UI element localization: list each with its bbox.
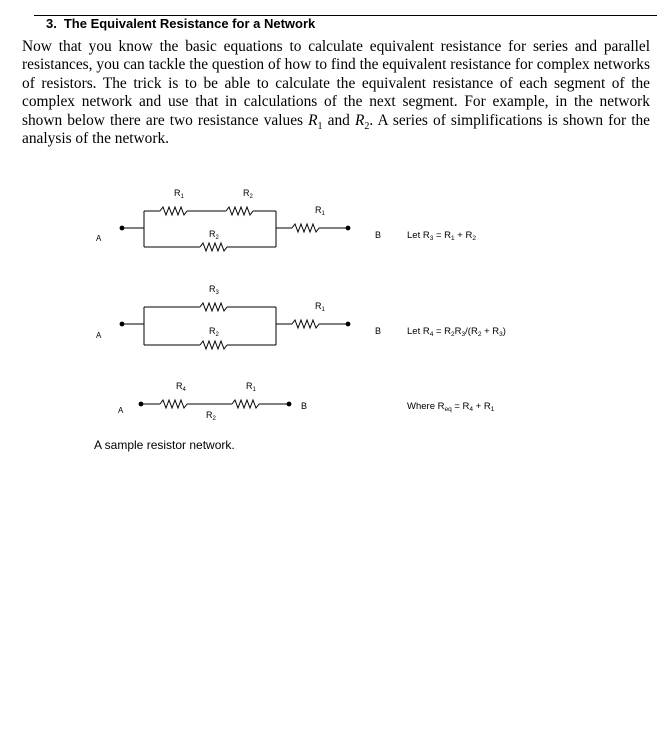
paragraph-text-a: Now that you know the basic equations to calculate equivalent resistance for series and parallel resistances, you can tackle the question of how to find the equivalent resistance for complex networks of resistors. The trick is to be able to calculate the equivalent resistance of each segment of the complex network and use that in calculations of the next segment. For example, in the network shown below there are two resistance values xyxy=(22,38,650,129)
step1-resistor-r1-series xyxy=(292,224,319,232)
figure-caption: A sample resistor network. xyxy=(94,438,235,452)
step3-circuit xyxy=(141,400,289,408)
step2-label-r2: $R_2$ xyxy=(209,326,219,338)
r2-subscript: 2 xyxy=(364,120,370,132)
step3-label-r4: $R_4$ xyxy=(176,381,186,393)
r1-subscript: 1 xyxy=(317,120,323,132)
step2-resistor-r3 xyxy=(200,303,227,311)
step2-label-r1-series: $R_1$ xyxy=(315,301,325,313)
step1-note: Let $R_3 = R_1 + R_2$ xyxy=(407,230,476,242)
resistor-network-diagram xyxy=(0,170,667,432)
step2-node-b-dot xyxy=(346,322,351,327)
step2-label-a: A xyxy=(96,331,102,340)
step3-node-a-dot xyxy=(139,402,144,407)
body-paragraph xyxy=(22,38,650,148)
step1-label-r2-bottom: $R_2$ xyxy=(209,229,219,241)
step2-resistor-r2 xyxy=(200,341,227,349)
section-number: 3. xyxy=(46,16,57,31)
paragraph-and: and xyxy=(322,111,355,129)
step2-node-a-dot xyxy=(120,322,125,327)
step1-resistor-r1-top xyxy=(160,207,187,215)
step1-label-b: B xyxy=(375,230,382,240)
step3-resistor-r1 xyxy=(232,400,259,408)
step3-node-b-dot xyxy=(287,402,292,407)
step3-resistor-r4 xyxy=(160,400,187,408)
step3-label-r2-below: $R_2$ xyxy=(206,410,216,422)
step2-label-b: B xyxy=(375,326,382,336)
step3-note: Where $R_{eq} = R_4 + R_1$ xyxy=(407,401,495,413)
step1-resistor-r2-top xyxy=(226,207,253,215)
step1-resistor-r2-bottom xyxy=(200,243,227,251)
step1-node-b-dot xyxy=(346,226,351,231)
step1-label-r1-series: $R_1$ xyxy=(315,205,325,217)
section-title: The Equivalent Resistance for a Network xyxy=(63,16,316,31)
step3-label-b: B xyxy=(301,401,308,411)
section-heading xyxy=(46,16,315,31)
step1-label-a: A xyxy=(96,234,102,243)
step2-note: Let $R_4 = R_2R_3/(R_2 + R_3)$ xyxy=(407,326,506,338)
r1-symbol: R xyxy=(308,111,318,129)
step1-label-r1-top: $R_1$ xyxy=(174,188,184,200)
step1-label-r2-top: $R_2$ xyxy=(243,188,253,200)
r2-symbol: R xyxy=(354,111,365,129)
step2-resistor-r1-series xyxy=(292,320,319,328)
step1-node-a-dot xyxy=(120,226,125,231)
step3-label-a: A xyxy=(118,406,124,415)
step2-label-r3: $R_3$ xyxy=(209,284,219,296)
paragraph-text-b: . A series of simplifications is shown for the analysis of the network. xyxy=(22,111,651,148)
step3-label-r1: $R_1$ xyxy=(246,381,256,393)
